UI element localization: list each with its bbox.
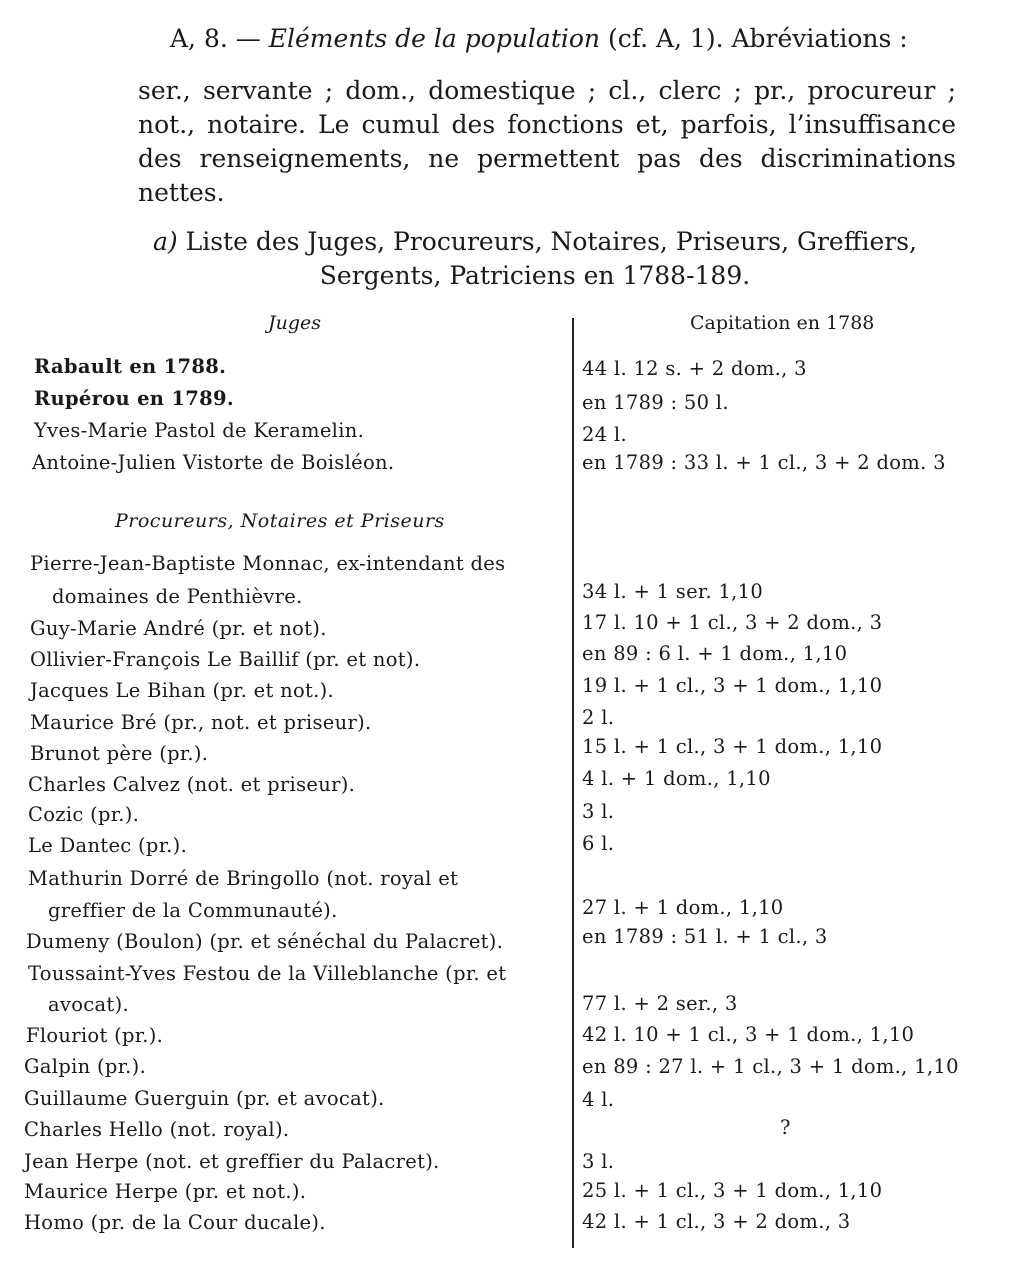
procureur-name: Dumeny (Boulon) (pr. et sénéchal du Palacret).	[26, 930, 504, 953]
procureur-name: Brunot père (pr.).	[30, 742, 209, 765]
juge-capitation: en 1789 : 33 l. + 1 cl., 3 + 2 dom. 3	[582, 451, 946, 474]
procureur-name: Mathurin Dorré de Bringollo (not. royal et	[28, 867, 459, 890]
list-label: a)	[152, 227, 178, 256]
juge-name: Rupérou en 1789.	[34, 387, 234, 410]
procureur-capitation: en 1789 : 51 l. + 1 cl., 3	[582, 925, 828, 948]
column-header-names: Juges	[268, 312, 322, 334]
procureur-name: Ollivier-François Le Baillif (pr. et not).	[30, 648, 421, 671]
procureur-name-continued: domaines de Penthièvre.	[52, 585, 303, 608]
procureur-capitation: 34 l. + 1 ser. 1,10	[582, 580, 764, 603]
procureur-capitation: 19 l. + 1 cl., 3 + 1 dom., 1,10	[582, 674, 883, 697]
heading-rest: (cf. A, 1). Abréviations :	[600, 24, 908, 53]
procureur-name: Homo (pr. de la Cour ducale).	[24, 1211, 326, 1234]
procureur-name-continued: greffier de la Communauté).	[48, 899, 338, 922]
procureur-capitation: 17 l. 10 + 1 cl., 3 + 2 dom., 3	[582, 611, 883, 634]
procureur-name: Maurice Bré (pr., not. et priseur).	[30, 711, 372, 734]
abbreviations-paragraph: ser., servante ; dom., domestique ; cl., clerc ; pr., procureur ; not., notaire. Le cumul des fonctions et, parfois, l’insuffisance des renseignements, ne permettent pas des discriminations nettes.	[138, 76, 956, 207]
procureur-capitation: 42 l. + 1 cl., 3 + 2 dom., 3	[582, 1210, 851, 1233]
list-title-line2: Sergents, Patriciens en 1788-189.	[319, 261, 751, 290]
procureur-capitation: 2 l.	[582, 706, 615, 729]
procureur-name: Charles Calvez (not. et priseur).	[28, 773, 356, 796]
procureur-name: Pierre-Jean-Baptiste Monnac, ex-intendant des	[30, 552, 506, 575]
procureur-capitation: en 89 : 6 l. + 1 dom., 1,10	[582, 642, 848, 665]
heading-ref: A, 8. —	[170, 24, 269, 53]
procureur-capitation: 3 l.	[582, 800, 615, 823]
procureur-name: Cozic (pr.).	[28, 803, 140, 826]
procureur-name: Le Dantec (pr.).	[28, 834, 188, 857]
juge-capitation: 24 l.	[582, 423, 627, 446]
juge-name: Yves-Marie Pastol de Keramelin.	[34, 419, 365, 442]
procureur-capitation: 4 l. + 1 dom., 1,10	[582, 767, 771, 790]
procureur-name: Toussaint-Yves Festou de la Villeblanche (pr. et	[28, 962, 507, 985]
procureur-capitation: 4 l.	[582, 1088, 615, 1111]
procureur-capitation: 3 l.	[582, 1150, 615, 1173]
procureur-name: Charles Hello (not. royal).	[24, 1118, 290, 1141]
procureur-name-continued: avocat).	[48, 993, 129, 1016]
list-title	[110, 225, 960, 293]
procureur-capitation: 25 l. + 1 cl., 3 + 1 dom., 1,10	[582, 1179, 883, 1202]
list-title-line1: Liste des Juges, Procureurs, Notaires, Priseurs, Greffiers,	[177, 227, 917, 256]
procureur-capitation: 77 l. + 2 ser., 3	[582, 992, 738, 1015]
juge-name: Antoine-Julien Vistorte de Boisléon.	[32, 451, 395, 474]
procureur-name: Flouriot (pr.).	[26, 1024, 164, 1047]
procureur-name: Guillaume Guerguin (pr. et avocat).	[24, 1087, 385, 1110]
procureur-name: Maurice Herpe (pr. et not.).	[24, 1180, 307, 1203]
heading-title: Eléments de la population	[268, 24, 601, 53]
procureur-capitation: 27 l. + 1 dom., 1,10	[582, 896, 784, 919]
procureur-name: Jean Herpe (not. et greffier du Palacret).	[24, 1150, 440, 1173]
column-divider	[572, 318, 574, 1248]
section-heading	[170, 24, 970, 53]
procureur-name: Galpin (pr.).	[24, 1055, 147, 1078]
procureur-capitation: 42 l. 10 + 1 cl., 3 + 1 dom., 1,10	[582, 1023, 915, 1046]
procureur-capitation: 15 l. + 1 cl., 3 + 1 dom., 1,10	[582, 735, 883, 758]
juge-capitation: 44 l. 12 s. + 2 dom., 3	[582, 357, 807, 380]
procureur-capitation: ?	[780, 1116, 791, 1139]
juge-capitation: en 1789 : 50 l.	[582, 391, 729, 414]
procureur-capitation: en 89 : 27 l. + 1 cl., 3 + 1 dom., 1,10	[582, 1055, 959, 1078]
procureur-name: Jacques Le Bihan (pr. et not.).	[30, 679, 335, 702]
procureur-capitation: 6 l.	[582, 832, 615, 855]
section-procureurs-heading: Procureurs, Notaires et Priseurs	[115, 510, 445, 532]
column-header-capitation: Capitation en 1788	[690, 312, 875, 334]
juge-name: Rabault en 1788.	[34, 355, 227, 378]
procureur-name: Guy-Marie André (pr. et not).	[30, 617, 327, 640]
